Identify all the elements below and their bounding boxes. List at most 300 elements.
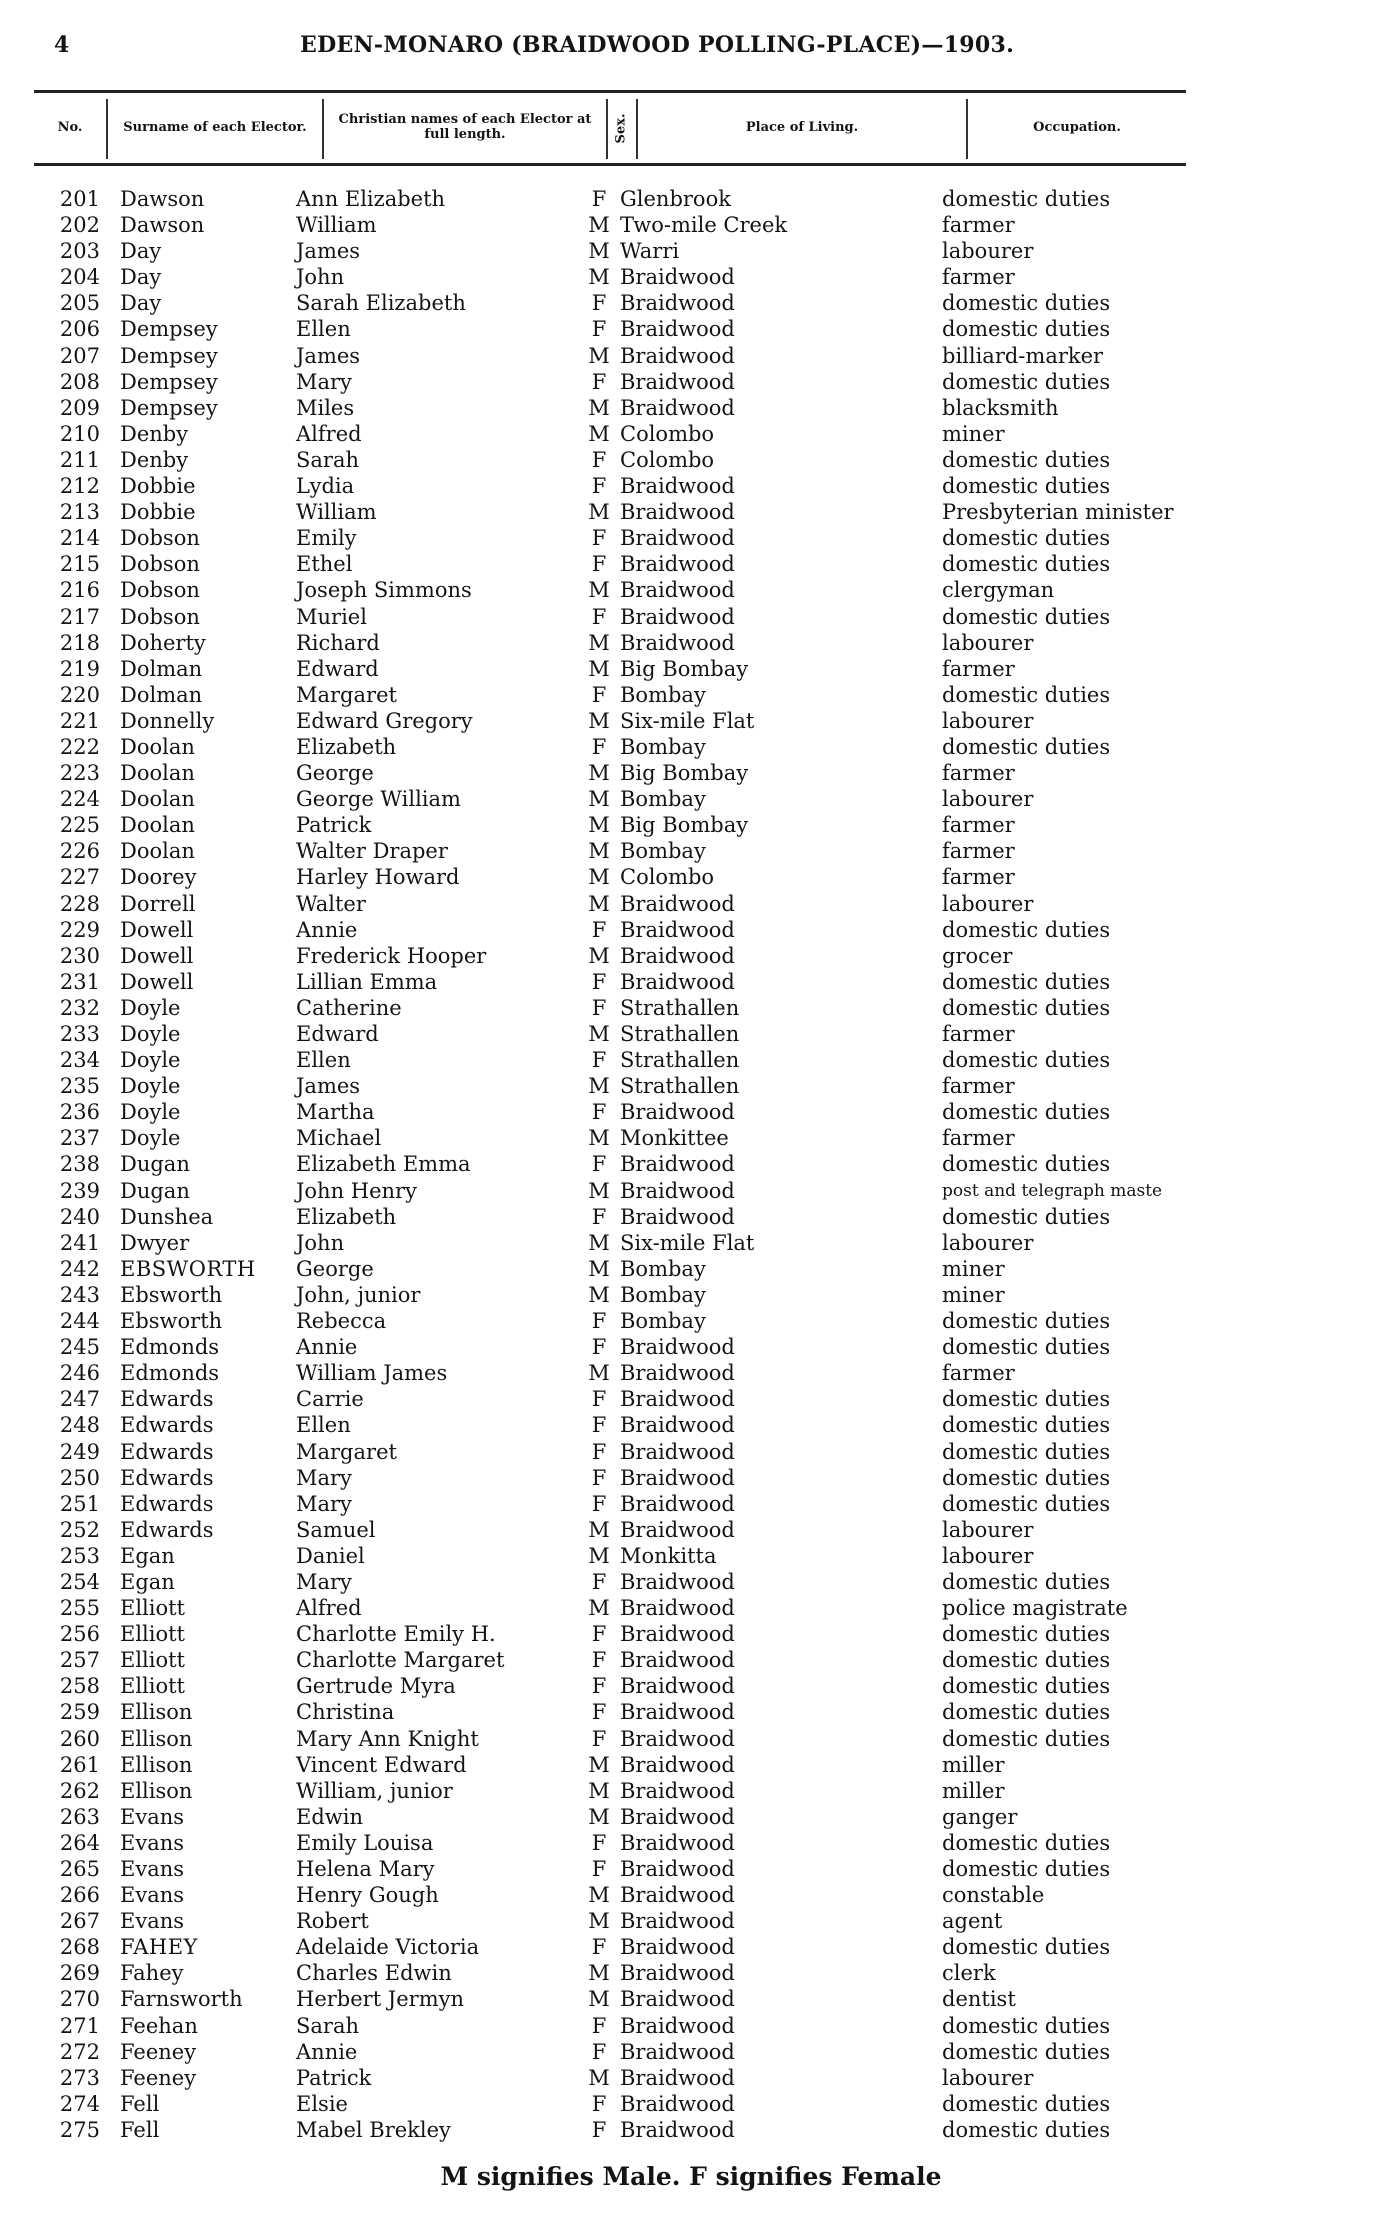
elector-christian-names: Martha (296, 1100, 375, 1125)
elector-number: 244 (59, 1309, 100, 1334)
elector-sex: F (591, 1700, 607, 1725)
elector-row (34, 1647, 1194, 1673)
elector-number: 262 (59, 1778, 100, 1803)
elector-number: 266 (59, 1883, 100, 1908)
elector-christian-names: Elsie (296, 2091, 348, 2116)
elector-sex: F (591, 369, 607, 394)
elector-place-of-living: Braidwood (620, 2013, 735, 2038)
elector-sex: F (591, 474, 607, 499)
elector-surname: Ellison (120, 1752, 193, 1777)
elector-christian-names: Mary (296, 1491, 352, 1516)
elector-row (34, 1621, 1194, 1647)
elector-number: 208 (59, 369, 100, 394)
elector-surname: Evans (120, 1883, 185, 1908)
elector-number: 203 (59, 239, 100, 264)
elector-row (34, 1099, 1194, 1125)
elector-surname: Dowell (120, 943, 194, 968)
elector-surname: Doyle (120, 1126, 181, 1151)
elector-number: 218 (59, 630, 100, 655)
elector-christian-names: Emily Louisa (296, 1830, 434, 1855)
elector-place-of-living: Bombay (620, 682, 706, 707)
elector-sex: F (591, 1622, 607, 1647)
elector-number: 239 (59, 1178, 100, 1203)
elector-surname: Dwyer (120, 1230, 190, 1255)
page-header (0, 26, 1382, 66)
elector-number: 273 (59, 2065, 100, 2090)
elector-place-of-living: Colombo (620, 865, 715, 890)
elector-sex: M (588, 1517, 610, 1542)
elector-surname: Ellison (120, 1778, 193, 1803)
elector-sex: M (588, 2065, 610, 2090)
elector-sex: M (588, 1752, 610, 1777)
elector-surname: Feehan (120, 2013, 198, 2038)
elector-place-of-living: Braidwood (620, 1935, 735, 1960)
elector-christian-names: Catherine (296, 995, 402, 1020)
elector-christian-names: Mary (296, 1569, 352, 1594)
elector-row (34, 1752, 1194, 1778)
elector-sex: M (588, 395, 610, 420)
elector-row (34, 1439, 1194, 1465)
elector-christian-names: Walter (296, 891, 366, 916)
elector-christian-names: Alfred (296, 1596, 362, 1621)
elector-row (34, 238, 1194, 264)
elector-place-of-living: Braidwood (620, 630, 735, 655)
elector-christian-names: Margaret (296, 682, 397, 707)
elector-place-of-living: Braidwood (620, 552, 735, 577)
elector-row (34, 969, 1194, 995)
elector-place-of-living: Monkitta (620, 1543, 717, 1568)
elector-occupation: farmer (942, 761, 1015, 786)
elector-place-of-living: Braidwood (620, 969, 735, 994)
elector-surname: Dawson (120, 213, 205, 238)
elector-row (34, 316, 1194, 342)
elector-sex: F (591, 2039, 607, 2064)
elector-occupation: blacksmith (942, 395, 1059, 420)
elector-sex: M (588, 1230, 610, 1255)
elector-christian-names: Alfred (296, 421, 362, 446)
elector-place-of-living: Braidwood (620, 317, 735, 342)
elector-surname: Doyle (120, 995, 181, 1020)
elector-place-of-living: Bombay (620, 1309, 706, 1334)
column-header-surname: Surname of each Elector. (123, 119, 307, 135)
elector-row (34, 1986, 1194, 2012)
elector-place-of-living: Braidwood (620, 1596, 735, 1621)
elector-occupation: farmer (942, 265, 1015, 290)
elector-place-of-living: Braidwood (620, 474, 735, 499)
elector-surname: Doolan (120, 787, 195, 812)
elector-place-of-living: Strathallen (620, 1048, 740, 1073)
elector-occupation: domestic duties (942, 1413, 1111, 1438)
elector-occupation: domestic duties (942, 2117, 1111, 2142)
elector-occupation: billiard-marker (942, 343, 1104, 368)
elector-place-of-living: Two-mile Creek (620, 213, 788, 238)
elector-place-of-living: Bombay (620, 734, 706, 759)
elector-place-of-living: Braidwood (620, 1152, 735, 1177)
elector-christian-names: Edward (296, 1022, 379, 1046)
elector-surname: Day (120, 291, 162, 316)
elector-number: 210 (59, 421, 100, 446)
elector-sex: F (591, 734, 607, 759)
elector-sex: F (591, 1439, 607, 1464)
elector-place-of-living: Braidwood (620, 291, 735, 316)
elector-row (34, 838, 1194, 864)
elector-place-of-living: Braidwood (620, 604, 735, 629)
elector-surname: Feeney (120, 2039, 197, 2064)
elector-christian-names: Michael (296, 1126, 382, 1151)
elector-surname: Denby (120, 447, 189, 472)
elector-number: 242 (59, 1256, 100, 1281)
elector-row (34, 708, 1194, 734)
elector-christian-names: John (296, 1230, 345, 1255)
elector-row (34, 917, 1194, 943)
elector-sex: M (588, 787, 610, 812)
elector-occupation: domestic duties (942, 369, 1111, 394)
elector-sex: M (588, 761, 610, 786)
elector-christian-names: George William (296, 787, 461, 812)
elector-christian-names: Margaret (296, 1439, 397, 1464)
elector-surname: Dunshea (120, 1204, 214, 1229)
elector-row (34, 1308, 1194, 1334)
elector-christian-names: Annie (296, 917, 358, 942)
elector-surname: Doolan (120, 734, 195, 759)
page-number: 4 (54, 32, 70, 58)
elector-row (34, 734, 1194, 760)
elector-number: 254 (59, 1569, 100, 1594)
elector-sex: F (591, 1204, 607, 1229)
elector-number: 234 (59, 1048, 100, 1073)
elector-place-of-living: Braidwood (620, 1622, 735, 1647)
elector-place-of-living: Colombo (620, 447, 715, 472)
elector-christian-names: Miles (296, 395, 355, 420)
elector-surname: Elliott (120, 1622, 185, 1647)
elector-number: 235 (59, 1074, 100, 1099)
elector-surname: Dolman (120, 682, 203, 707)
elector-surname: Dowell (120, 917, 194, 942)
elector-number: 264 (59, 1830, 100, 1855)
elector-surname: Feeney (120, 2065, 197, 2090)
elector-number: 259 (59, 1700, 100, 1725)
elector-christian-names: Sarah Elizabeth (296, 291, 466, 316)
elector-sex: F (591, 1857, 607, 1881)
elector-occupation: dentist (942, 1987, 1016, 2012)
elector-surname: Edmonds (120, 1361, 220, 1386)
elector-surname: Doherty (120, 630, 206, 655)
elector-number: 271 (59, 2013, 100, 2038)
elector-occupation: farmer (942, 1074, 1015, 1099)
elector-row (34, 264, 1194, 290)
elector-row (34, 212, 1194, 238)
elector-number: 211 (59, 447, 100, 472)
elector-number: 257 (59, 1648, 100, 1673)
elector-number: 204 (59, 265, 100, 290)
elector-christian-names: William (296, 500, 377, 525)
elector-surname: Elliott (120, 1648, 185, 1673)
elector-surname: Ebsworth (120, 1309, 223, 1334)
elector-surname: Elliott (120, 1596, 185, 1621)
elector-christian-names: Elizabeth Emma (296, 1152, 471, 1177)
elector-place-of-living: Strathallen (620, 1022, 740, 1046)
elector-sex: F (591, 682, 607, 707)
elector-place-of-living: Braidwood (620, 578, 735, 603)
elector-number: 206 (59, 317, 100, 342)
elector-surname: Dugan (120, 1178, 190, 1203)
elector-number: 223 (59, 761, 100, 786)
elector-surname: Farnsworth (120, 1987, 243, 2012)
elector-place-of-living: Braidwood (620, 2039, 735, 2064)
elector-occupation: domestic duties (942, 917, 1111, 942)
elector-sex: M (588, 1178, 610, 1203)
elector-occupation: labourer (942, 708, 1034, 733)
elector-surname: Dobson (120, 578, 200, 603)
elector-surname: Doorey (120, 865, 197, 890)
elector-number: 214 (59, 526, 100, 551)
elector-place-of-living: Big Bombay (620, 813, 749, 838)
elector-occupation: domestic duties (942, 552, 1111, 577)
elector-occupation: miller (942, 1778, 1005, 1803)
elector-surname: Doyle (120, 1022, 181, 1046)
elector-occupation: ganger (942, 1804, 1018, 1829)
elector-surname: FAHEY (120, 1935, 198, 1960)
elector-place-of-living: Strathallen (620, 995, 740, 1020)
elector-place-of-living: Bombay (620, 839, 706, 864)
elector-sex: M (588, 343, 610, 368)
elector-place-of-living: Bombay (620, 787, 706, 812)
elector-place-of-living: Braidwood (620, 943, 735, 968)
elector-number: 217 (59, 604, 100, 629)
elector-place-of-living: Braidwood (620, 1752, 735, 1777)
elector-occupation: farmer (942, 865, 1015, 890)
elector-place-of-living: Braidwood (620, 1726, 735, 1751)
elector-row (34, 760, 1194, 786)
elector-surname: Ellison (120, 1726, 193, 1751)
elector-number: 225 (59, 813, 100, 838)
elector-occupation: domestic duties (942, 1648, 1111, 1673)
elector-number: 231 (59, 969, 100, 994)
elector-place-of-living: Braidwood (620, 1830, 735, 1855)
elector-surname: Dempsey (120, 395, 218, 420)
elector-number: 256 (59, 1622, 100, 1647)
elector-number: 228 (59, 891, 100, 916)
elector-place-of-living: Braidwood (620, 1335, 735, 1360)
elector-row (34, 2013, 1194, 2039)
elector-occupation: labourer (942, 787, 1034, 812)
elector-sex: F (591, 291, 607, 316)
elector-christian-names: Charles Edwin (296, 1961, 452, 1986)
elector-christian-names: Christina (296, 1700, 395, 1725)
elector-sex: F (591, 1152, 607, 1177)
elector-christian-names: Rebecca (296, 1309, 387, 1334)
elector-christian-names: George (296, 761, 374, 786)
elector-place-of-living: Braidwood (620, 1909, 735, 1934)
elector-surname: Dobbie (120, 500, 196, 525)
elector-row (34, 1673, 1194, 1699)
elector-sex: M (588, 656, 610, 681)
elector-occupation: miner (942, 421, 1005, 446)
elector-row (34, 1934, 1194, 1960)
elector-sex: F (591, 1048, 607, 1073)
elector-occupation: domestic duties (942, 2039, 1111, 2064)
elector-christian-names: James (296, 239, 361, 264)
elector-number: 220 (59, 682, 100, 707)
elector-occupation: farmer (942, 813, 1015, 838)
elector-occupation: domestic duties (942, 1152, 1111, 1177)
elector-number: 216 (59, 578, 100, 603)
elector-row (34, 2091, 1194, 2117)
elector-row (34, 395, 1194, 421)
elector-occupation: miller (942, 1752, 1005, 1777)
elector-christian-names: Ann Elizabeth (296, 187, 446, 211)
elector-place-of-living: Warri (620, 239, 680, 264)
elector-number: 247 (59, 1387, 100, 1412)
elector-occupation: miner (942, 1282, 1005, 1307)
elector-number: 252 (59, 1517, 100, 1542)
elector-surname: Evans (120, 1857, 185, 1881)
elector-row (34, 630, 1194, 656)
elector-row (34, 1047, 1194, 1073)
elector-sex: F (591, 1309, 607, 1334)
elector-row (34, 551, 1194, 577)
elector-sex: M (588, 421, 610, 446)
elector-place-of-living: Braidwood (620, 1883, 735, 1908)
elector-christian-names: James (296, 1074, 361, 1099)
elector-occupation: domestic duties (942, 447, 1111, 472)
elector-number: 202 (59, 213, 100, 238)
elector-place-of-living: Braidwood (620, 1857, 735, 1881)
elector-sex: M (588, 500, 610, 525)
elector-sex: M (588, 865, 610, 890)
elector-row (34, 2117, 1194, 2143)
elector-occupation: domestic duties (942, 1335, 1111, 1360)
elector-christian-names: John Henry (296, 1178, 417, 1203)
elector-row (34, 2065, 1194, 2091)
elector-christian-names: Lillian Emma (296, 969, 438, 994)
elector-christian-names: Ellen (296, 1048, 351, 1073)
elector-occupation: domestic duties (942, 1674, 1111, 1699)
elector-place-of-living: Six-mile Flat (620, 1230, 755, 1255)
elector-number: 229 (59, 917, 100, 942)
elector-number: 205 (59, 291, 100, 316)
elector-row (34, 447, 1194, 473)
elector-sex: M (588, 1126, 610, 1151)
elector-row (34, 1960, 1194, 1986)
elector-surname: Dempsey (120, 369, 218, 394)
elector-place-of-living: Braidwood (620, 1465, 735, 1490)
elector-occupation: labourer (942, 630, 1034, 655)
elector-number: 221 (59, 708, 100, 733)
elector-christian-names: Robert (296, 1909, 369, 1934)
elector-occupation: domestic duties (942, 682, 1111, 707)
elector-row (34, 995, 1194, 1021)
elector-place-of-living: Braidwood (620, 1413, 735, 1438)
elector-place-of-living: Braidwood (620, 1100, 735, 1125)
elector-number: 238 (59, 1152, 100, 1177)
elector-place-of-living: Colombo (620, 421, 715, 446)
elector-surname: Dobson (120, 552, 200, 577)
elector-sex: F (591, 1387, 607, 1412)
elector-number: 268 (59, 1935, 100, 1960)
elector-surname: Evans (120, 1804, 185, 1829)
elector-place-of-living: Bombay (620, 1282, 706, 1307)
elector-sex: F (591, 1648, 607, 1673)
elector-christian-names: John (296, 265, 345, 290)
elector-occupation: labourer (942, 1517, 1034, 1542)
elector-surname: Egan (120, 1543, 175, 1568)
elector-number: 213 (59, 500, 100, 525)
elector-sex: M (588, 839, 610, 864)
elector-number: 246 (59, 1361, 100, 1386)
elector-christian-names: Harley Howard (296, 865, 460, 890)
elector-surname: Evans (120, 1830, 185, 1855)
elector-place-of-living: Braidwood (620, 1674, 735, 1699)
elector-row (34, 1204, 1194, 1230)
elector-place-of-living: Braidwood (620, 265, 735, 290)
elector-occupation: constable (942, 1883, 1045, 1908)
elector-list (34, 186, 1194, 2143)
elector-number: 270 (59, 1987, 100, 2012)
elector-occupation: domestic duties (942, 1491, 1111, 1516)
elector-sex: M (588, 943, 610, 968)
elector-row (34, 369, 1194, 395)
elector-row (34, 1856, 1194, 1882)
elector-sex: M (588, 239, 610, 264)
elector-sex: F (591, 2091, 607, 2116)
elector-place-of-living: Braidwood (620, 1204, 735, 1229)
elector-number: 219 (59, 656, 100, 681)
elector-occupation: domestic duties (942, 1622, 1111, 1647)
elector-sex: M (588, 630, 610, 655)
elector-surname: Egan (120, 1569, 175, 1594)
elector-christian-names: Mary (296, 369, 352, 394)
elector-occupation: farmer (942, 1126, 1015, 1151)
elector-occupation: labourer (942, 891, 1034, 916)
elector-surname: Evans (120, 1909, 185, 1934)
elector-place-of-living: Braidwood (620, 1778, 735, 1803)
elector-number: 250 (59, 1465, 100, 1490)
elector-place-of-living: Bombay (620, 1256, 706, 1281)
elector-sex: F (591, 1465, 607, 1490)
elector-surname: Dempsey (120, 317, 218, 342)
elector-christian-names: Elizabeth (296, 1204, 397, 1229)
elector-surname: Dempsey (120, 343, 218, 368)
elector-occupation: agent (942, 1909, 1003, 1934)
elector-row (34, 421, 1194, 447)
elector-row (34, 499, 1194, 525)
elector-surname: Dowell (120, 969, 194, 994)
elector-row (34, 186, 1194, 212)
elector-christian-names: Sarah (296, 2013, 359, 2038)
elector-christian-names: Edward (296, 656, 379, 681)
elector-row (34, 1491, 1194, 1517)
elector-number: 241 (59, 1230, 100, 1255)
elector-christian-names: Muriel (296, 604, 367, 629)
elector-number: 253 (59, 1543, 100, 1568)
elector-sex: M (588, 1883, 610, 1908)
elector-christian-names: Edwin (296, 1804, 363, 1829)
elector-christian-names: Joseph Simmons (296, 578, 472, 603)
elector-row (34, 1334, 1194, 1360)
elector-row (34, 1908, 1194, 1934)
elector-place-of-living: Braidwood (620, 526, 735, 551)
elector-sex: F (591, 995, 607, 1020)
elector-place-of-living: Braidwood (620, 1961, 735, 1986)
elector-row (34, 864, 1194, 890)
elector-occupation: domestic duties (942, 1935, 1111, 1960)
elector-number: 222 (59, 734, 100, 759)
elector-row (34, 473, 1194, 499)
elector-place-of-living: Braidwood (620, 369, 735, 394)
elector-row (34, 1726, 1194, 1752)
elector-row (34, 2039, 1194, 2065)
